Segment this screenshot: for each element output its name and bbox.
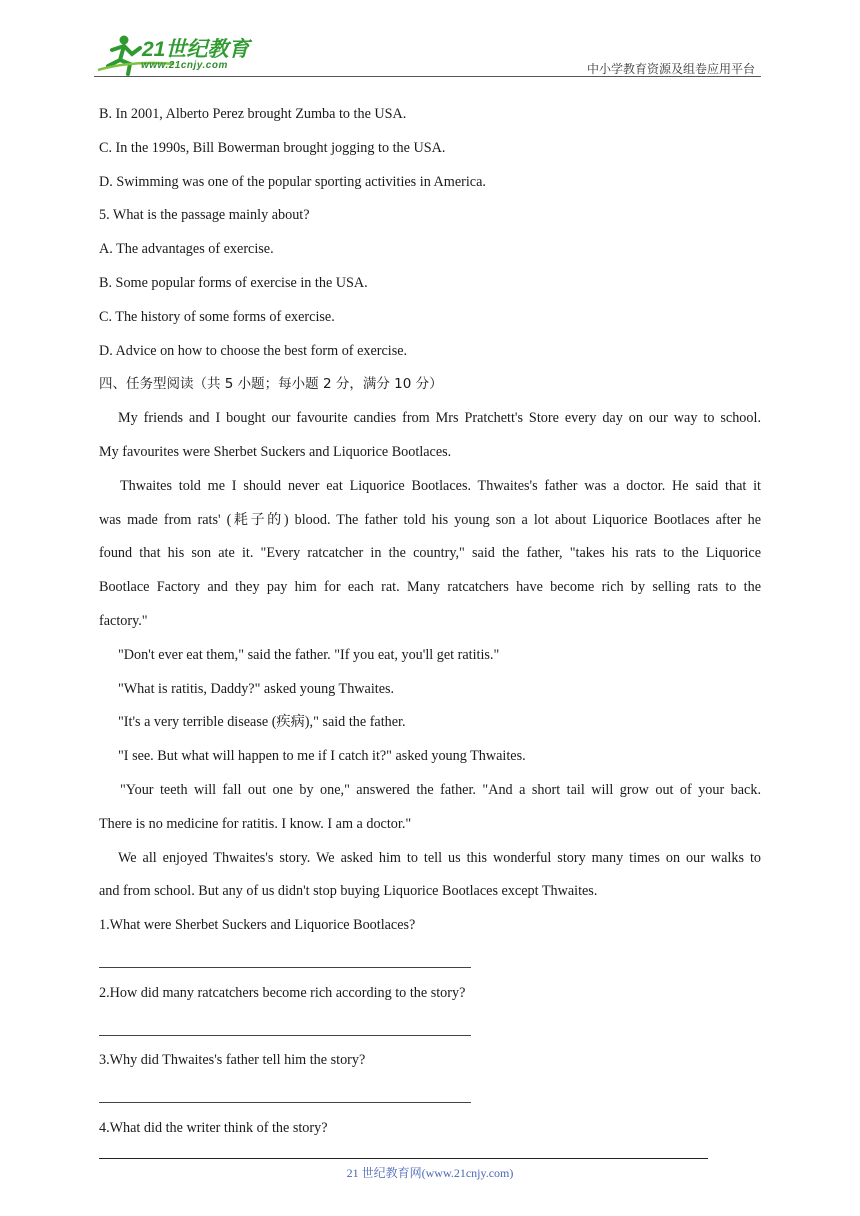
- q5-option-b: B. Some popular forms of exercise in the USA.: [99, 274, 368, 291]
- q5-option-c: C. The history of some forms of exercise.: [99, 308, 335, 325]
- answer-line-2[interactable]: [99, 1011, 761, 1045]
- passage-p2-line2: was made from rats' (耗子的) blood. The father told his young son a lot about Liquorice Bootlaces after he: [99, 511, 761, 528]
- passage-p5: "It's a very terrible disease (疾病)," said the father.: [118, 714, 406, 731]
- answer-line-1[interactable]: [99, 943, 761, 977]
- page-header: [94, 32, 761, 77]
- passage-p1-line1: My friends and I bought our favourite candies from Mrs Pratchett's Store every day on our way to school.: [118, 410, 761, 427]
- passage-p1-line2: My favourites were Sherbet Suckers and Liquorice Bootlaces.: [99, 443, 452, 460]
- passage-p8-line1: We all enjoyed Thwaites's story. We asked him to tell us this wonderful story many times on our walks to: [118, 849, 761, 866]
- q5-option-a: A. The advantages of exercise.: [99, 241, 274, 258]
- passage-p3: "Don't ever eat them," said the father. "If you eat, you'll get ratitis.": [118, 646, 500, 663]
- svg-text:21世纪教育: 21世纪教育: [142, 38, 250, 61]
- q5-option-d: D. Advice on how to choose the best form of exercise.: [99, 342, 408, 359]
- answer-line-3[interactable]: [99, 1078, 761, 1112]
- footer-text[interactable]: 21 世纪教育网(www.21cnjy.com): [346, 1166, 514, 1180]
- question-3: 3.Why did Thwaites's father tell him the story?: [99, 1052, 366, 1069]
- footer-divider: [99, 1158, 708, 1159]
- passage-p2-line5: factory.": [99, 612, 148, 629]
- header-divider: [94, 76, 761, 77]
- passage-p7-line1: "Your teeth will fall out one by one," answered the father. "And a short tail will grow out of your back.: [120, 781, 761, 798]
- header-platform-text: 中小学教育资源及组卷应用平台: [586, 62, 755, 76]
- q4-option-c: C. In the 1990s, Bill Bowerman brought jogging to the USA.: [99, 139, 446, 156]
- passage-p2-line4: Bootlace Factory and they pay him for each rat. Many ratcatchers have become rich by selling rats to the: [99, 579, 761, 596]
- passage-p2-line3: found that his son ate it. "Every ratcatcher in the country," said the father, "takes his rats to the Liquorice: [99, 545, 761, 562]
- logo-url: www.21cnjy.com: [141, 60, 228, 71]
- passage-p4: "What is ratitis, Daddy?" asked young Thwaites.: [118, 680, 395, 697]
- passage-p8-line2: and from school. But any of us didn't stop buying Liquorice Bootlaces except Thwaites.: [99, 883, 598, 900]
- q4-option-d: D. Swimming was one of the popular sporting activities in America.: [99, 173, 486, 190]
- passage-p6: "I see. But what will happen to me if I catch it?" asked young Thwaites.: [118, 748, 526, 765]
- passage-p2-line1: Thwaites told me I should never eat Liquorice Bootlaces. Thwaites's father was a doctor. He said that it: [120, 477, 761, 494]
- question-1: 1.What were Sherbet Suckers and Liquorice Bootlaces?: [99, 917, 416, 934]
- q5-question: 5. What is the passage mainly about?: [99, 207, 310, 224]
- question-2: 2.How did many ratcatchers become rich according to the story?: [99, 984, 466, 1001]
- document-body: [99, 98, 761, 1146]
- passage-p7-line2: There is no medicine for ratitis. I know. I am a doctor.": [99, 815, 412, 832]
- q4-option-b: B. In 2001, Alberto Perez brought Zumba to the USA.: [99, 106, 407, 122]
- section-title: 四、任务型阅读（共 5 小题；每小题 2 分，满分 10 分）: [99, 376, 443, 393]
- question-4: 4.What did the writer think of the story?: [99, 1119, 328, 1136]
